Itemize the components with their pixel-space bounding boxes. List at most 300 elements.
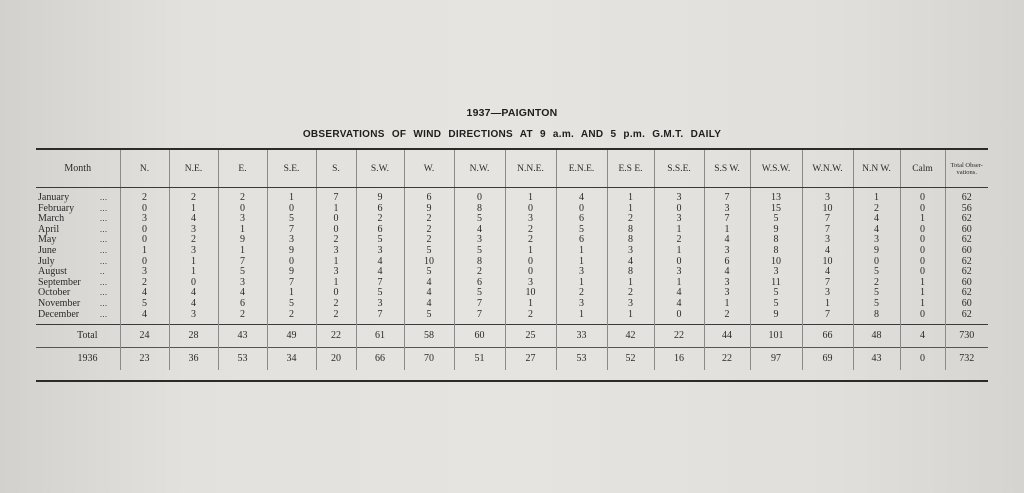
- table-cell: 58: [404, 325, 454, 348]
- month-label: April: [38, 223, 60, 235]
- table-cell: 1: [654, 278, 704, 289]
- table-cell: 1: [654, 225, 704, 236]
- column-header: N.E.: [169, 150, 218, 188]
- column-header: N.: [120, 150, 169, 188]
- table-cell: 5: [356, 288, 404, 299]
- table-cell: 4: [704, 267, 750, 278]
- month-label: November: [38, 297, 81, 309]
- wind-directions-table: [36, 150, 988, 370]
- table-cell: 2: [169, 188, 218, 204]
- leader-dots: ...: [100, 277, 108, 287]
- table-cell: 0: [267, 204, 316, 215]
- table-cell: 1: [556, 278, 607, 289]
- table-cell: 0: [900, 348, 945, 371]
- table-cell: 2: [505, 225, 556, 236]
- table-cell: 1: [169, 257, 218, 268]
- table-cell: 4: [654, 288, 704, 299]
- table-cell: 6: [556, 235, 607, 246]
- table-cell: 69: [802, 348, 853, 371]
- table-cell: 101: [750, 325, 802, 348]
- table-row: [36, 267, 988, 278]
- table-cell: 3: [556, 299, 607, 310]
- table-cell: 60: [945, 225, 988, 236]
- column-header: Month: [36, 150, 120, 188]
- month-label: September: [38, 276, 81, 288]
- table-cell: 10: [802, 257, 853, 268]
- table-cell: 730: [945, 325, 988, 348]
- column-header: E.S E.: [607, 150, 654, 188]
- month-label: May: [38, 234, 57, 246]
- table-cell: 48: [853, 325, 900, 348]
- table-cell: 4: [853, 214, 900, 225]
- table-cell: 2: [404, 225, 454, 236]
- table-cell: 5: [454, 214, 505, 225]
- table-cell: 9: [750, 225, 802, 236]
- table-cell: 7: [316, 188, 356, 204]
- month-label: October: [38, 287, 71, 299]
- table-row: [36, 299, 988, 310]
- table-cell: 3: [654, 188, 704, 204]
- table-cell: 5: [750, 299, 802, 310]
- table-cell: 7: [802, 278, 853, 289]
- table-cell: 3: [704, 278, 750, 289]
- table-cell: 2: [704, 310, 750, 325]
- month-rows: [36, 188, 988, 325]
- leader-dots: ...: [100, 193, 108, 202]
- table-cell: 60: [945, 246, 988, 257]
- column-header: W.S.W.: [750, 150, 802, 188]
- table-cell: 5: [853, 299, 900, 310]
- table-cell: 15: [750, 204, 802, 215]
- table-cell: 1: [218, 225, 267, 236]
- table-cell: 8: [853, 310, 900, 325]
- table-cell: 1: [853, 188, 900, 204]
- table-cell: 13: [750, 188, 802, 204]
- table-cell: 7: [454, 299, 505, 310]
- table-cell: 9: [267, 267, 316, 278]
- table-cell: 5: [556, 225, 607, 236]
- table-row: [36, 214, 988, 225]
- table-cell: 5: [218, 267, 267, 278]
- table-cell: 3: [356, 299, 404, 310]
- table-cell: 60: [945, 278, 988, 289]
- table-cell: 5: [853, 267, 900, 278]
- table-cell: 4: [169, 214, 218, 225]
- table-cell: 4: [404, 299, 454, 310]
- table-cell: 2: [316, 235, 356, 246]
- table-cell: 0: [900, 246, 945, 257]
- table-cell: 4: [120, 310, 169, 325]
- table-cell: 2: [267, 310, 316, 325]
- table-cell: 1: [654, 246, 704, 257]
- table-cell: 0: [654, 257, 704, 268]
- table-cell: 3: [654, 214, 704, 225]
- month-cell: [36, 299, 120, 310]
- table-cell: 5: [404, 267, 454, 278]
- table-cell: 3: [316, 246, 356, 257]
- table-cell: 5: [853, 288, 900, 299]
- table-cell: 5: [267, 299, 316, 310]
- table-cell: 1: [802, 299, 853, 310]
- summary-label: 1936: [36, 348, 120, 371]
- table-cell: 53: [218, 348, 267, 371]
- table-cell: 0: [505, 257, 556, 268]
- table-cell: 3: [607, 299, 654, 310]
- table-cell: 60: [945, 299, 988, 310]
- column-header: N.N W.: [853, 150, 900, 188]
- table-subtitle: OBSERVATIONS OF WIND DIRECTIONS AT 9 a.m. AND 5 p.m. G.M.T. DAILY: [302, 129, 722, 140]
- leader-dots: ...: [100, 235, 108, 245]
- table-cell: 7: [802, 310, 853, 325]
- table-cell: 1: [900, 278, 945, 289]
- table-cell: 43: [218, 325, 267, 348]
- table-cell: 2: [853, 204, 900, 215]
- table-cell: 5: [454, 246, 505, 257]
- table-cell: 10: [750, 257, 802, 268]
- total-rows: [36, 325, 988, 371]
- table-cell: 51: [454, 348, 505, 371]
- table-cell: 62: [945, 235, 988, 246]
- table-cell: 44: [704, 325, 750, 348]
- table-cell: 60: [454, 325, 505, 348]
- table-cell: 2: [169, 235, 218, 246]
- table-cell: 7: [802, 225, 853, 236]
- table-cell: 0: [505, 204, 556, 215]
- table-cell: 5: [750, 288, 802, 299]
- leader-dots: ...: [100, 288, 108, 298]
- month-cell: [36, 246, 120, 257]
- table-cell: 0: [900, 188, 945, 204]
- table-cell: 3: [454, 235, 505, 246]
- bottom-rule: [36, 380, 988, 382]
- table-cell: 3: [654, 267, 704, 278]
- table-cell: 0: [218, 204, 267, 215]
- table-cell: 62: [945, 188, 988, 204]
- table-cell: 0: [267, 257, 316, 268]
- table-cell: 9: [750, 310, 802, 325]
- month-label: June: [38, 244, 57, 256]
- leader-dots: ...: [100, 309, 108, 319]
- table-cell: 0: [900, 204, 945, 215]
- column-header: E.: [218, 150, 267, 188]
- table-cell: 97: [750, 348, 802, 371]
- table-cell: 42: [607, 325, 654, 348]
- table-cell: 3: [169, 310, 218, 325]
- summary-row: [36, 348, 988, 371]
- table-cell: 3: [505, 278, 556, 289]
- table-cell: 56: [945, 204, 988, 215]
- column-header: Total Obser- vations.: [945, 150, 988, 188]
- table-cell: 5: [404, 310, 454, 325]
- table-cell: 1: [607, 204, 654, 215]
- table-cell: 2: [505, 235, 556, 246]
- table-cell: 62: [945, 310, 988, 325]
- column-header: Calm: [900, 150, 945, 188]
- table-cell: 1: [505, 246, 556, 257]
- table-cell: 36: [169, 348, 218, 371]
- table-cell: 5: [454, 288, 505, 299]
- leader-dots: ...: [100, 203, 108, 213]
- table-cell: 10: [505, 288, 556, 299]
- table-cell: 4: [853, 225, 900, 236]
- table-cell: 5: [356, 235, 404, 246]
- table-cell: 20: [316, 348, 356, 371]
- table-cell: 2: [454, 267, 505, 278]
- table-cell: 0: [654, 310, 704, 325]
- table-row: [36, 288, 988, 299]
- month-label: January: [38, 192, 70, 203]
- table-cell: 43: [853, 348, 900, 371]
- table-cell: 1: [900, 288, 945, 299]
- table-cell: 3: [120, 267, 169, 278]
- table-cell: 1: [316, 257, 356, 268]
- table-cell: 6: [556, 214, 607, 225]
- table-cell: 0: [900, 257, 945, 268]
- table-cell: 6: [356, 204, 404, 215]
- table-cell: 9: [267, 246, 316, 257]
- table-cell: 22: [316, 325, 356, 348]
- table-cell: 732: [945, 348, 988, 371]
- table-cell: 62: [945, 267, 988, 278]
- table-cell: 1: [218, 246, 267, 257]
- table-cell: 3: [750, 267, 802, 278]
- table-cell: 0: [900, 310, 945, 325]
- table-cell: 5: [120, 299, 169, 310]
- table-cell: 0: [505, 267, 556, 278]
- table-cell: 6: [404, 188, 454, 204]
- table-cell: 2: [218, 310, 267, 325]
- table-cell: 1: [505, 188, 556, 204]
- column-header: S.W.: [356, 150, 404, 188]
- leader-dots: ...: [100, 256, 108, 266]
- table-cell: 7: [356, 278, 404, 289]
- table-cell: 1: [704, 299, 750, 310]
- table-cell: 0: [120, 235, 169, 246]
- table-cell: 4: [607, 257, 654, 268]
- leader-dots: ..: [100, 267, 105, 277]
- table-cell: 8: [607, 235, 654, 246]
- summary-row: [36, 325, 988, 348]
- table-cell: 4: [802, 267, 853, 278]
- table-row: [36, 235, 988, 246]
- month-label: July: [38, 255, 55, 267]
- table-cell: 3: [218, 214, 267, 225]
- table-cell: 1: [316, 204, 356, 215]
- table-cell: 3: [853, 235, 900, 246]
- table-cell: 4: [218, 288, 267, 299]
- table-cell: 2: [120, 188, 169, 204]
- table-cell: 4: [556, 188, 607, 204]
- table-row: [36, 310, 988, 325]
- table-cell: 7: [802, 214, 853, 225]
- leader-dots: ...: [100, 214, 108, 224]
- table-cell: 0: [316, 214, 356, 225]
- table-cell: 9: [853, 246, 900, 257]
- table-cell: 3: [169, 246, 218, 257]
- column-header: W.N.W.: [802, 150, 853, 188]
- column-header: S.: [316, 150, 356, 188]
- table-cell: 10: [802, 204, 853, 215]
- table-cell: 8: [750, 246, 802, 257]
- column-header: S.S.E.: [654, 150, 704, 188]
- table-cell: 4: [356, 257, 404, 268]
- table-cell: 2: [316, 299, 356, 310]
- table-cell: 7: [218, 257, 267, 268]
- month-label: August: [38, 266, 67, 278]
- table-cell: 2: [607, 214, 654, 225]
- leader-dots: ...: [100, 245, 108, 255]
- table-cell: 9: [356, 188, 404, 204]
- table-cell: 0: [120, 225, 169, 236]
- table-cell: 5: [404, 246, 454, 257]
- table-cell: 28: [169, 325, 218, 348]
- month-cell: [36, 310, 120, 325]
- header-row: [36, 150, 988, 188]
- table-cell: 3: [356, 246, 404, 257]
- table-cell: 0: [900, 235, 945, 246]
- table-cell: 2: [654, 235, 704, 246]
- table-cell: 4: [404, 288, 454, 299]
- table-cell: 9: [218, 235, 267, 246]
- table-cell: 3: [802, 188, 853, 204]
- table-cell: 1: [316, 278, 356, 289]
- column-header: N.W.: [454, 150, 505, 188]
- table-cell: 0: [120, 257, 169, 268]
- table-cell: 3: [316, 267, 356, 278]
- table-cell: 0: [900, 267, 945, 278]
- table-cell: 3: [607, 246, 654, 257]
- column-header: W.: [404, 150, 454, 188]
- table-cell: 34: [267, 348, 316, 371]
- table-cell: 2: [120, 278, 169, 289]
- table-cell: 4: [900, 325, 945, 348]
- table-cell: 5: [267, 214, 316, 225]
- table-cell: 1: [267, 288, 316, 299]
- table-cell: 6: [454, 278, 505, 289]
- leader-dots: ...: [100, 298, 108, 308]
- table-cell: 52: [607, 348, 654, 371]
- table-cell: 2: [356, 214, 404, 225]
- month-cell: [36, 188, 120, 204]
- table-cell: 7: [704, 188, 750, 204]
- table-cell: 66: [356, 348, 404, 371]
- table-cell: 0: [316, 225, 356, 236]
- table-cell: 1: [607, 310, 654, 325]
- table-cell: 1: [556, 310, 607, 325]
- table-cell: 4: [454, 225, 505, 236]
- table-cell: 0: [900, 225, 945, 236]
- table-cell: 4: [169, 288, 218, 299]
- table-cell: 2: [607, 288, 654, 299]
- table-cell: 2: [218, 188, 267, 204]
- table-cell: 3: [556, 267, 607, 278]
- table-cell: 53: [556, 348, 607, 371]
- table-cell: 25: [505, 325, 556, 348]
- table-cell: 1: [607, 278, 654, 289]
- column-header: N.N.E.: [505, 150, 556, 188]
- table-cell: 62: [945, 257, 988, 268]
- table-cell: 1: [505, 299, 556, 310]
- table-cell: 8: [607, 225, 654, 236]
- table-cell: 2: [556, 288, 607, 299]
- table-cell: 24: [120, 325, 169, 348]
- column-header: S.S W.: [704, 150, 750, 188]
- table-cell: 1: [556, 257, 607, 268]
- table-cell: 1: [607, 188, 654, 204]
- table-cell: 7: [356, 310, 404, 325]
- table-cell: 22: [704, 348, 750, 371]
- table-cell: 6: [356, 225, 404, 236]
- table-cell: 62: [945, 214, 988, 225]
- table-cell: 10: [404, 257, 454, 268]
- table-cell: 9: [404, 204, 454, 215]
- column-header: S.E.: [267, 150, 316, 188]
- table-row: [36, 278, 988, 289]
- table-cell: 3: [218, 278, 267, 289]
- table-cell: 6: [704, 257, 750, 268]
- table-cell: 4: [654, 299, 704, 310]
- table-cell: 3: [267, 235, 316, 246]
- table-cell: 3: [120, 214, 169, 225]
- table-cell: 7: [704, 214, 750, 225]
- table-cell: 4: [802, 246, 853, 257]
- table-cell: 4: [356, 267, 404, 278]
- summary-label: Total: [36, 325, 120, 348]
- table-cell: 3: [802, 235, 853, 246]
- table-cell: 0: [169, 278, 218, 289]
- table-cell: 0: [654, 204, 704, 215]
- table-cell: 66: [802, 325, 853, 348]
- table-cell: 70: [404, 348, 454, 371]
- table-cell: 4: [404, 278, 454, 289]
- table-cell: 2: [853, 278, 900, 289]
- table-row: [36, 246, 988, 257]
- table-row: [36, 225, 988, 236]
- table-row: [36, 257, 988, 268]
- table-cell: 62: [945, 288, 988, 299]
- table-cell: 8: [454, 257, 505, 268]
- table-cell: 3: [704, 204, 750, 215]
- table-cell: 4: [704, 235, 750, 246]
- table-cell: 2: [505, 310, 556, 325]
- table-cell: 3: [704, 246, 750, 257]
- table-cell: 3: [169, 225, 218, 236]
- table-cell: 0: [556, 204, 607, 215]
- leader-dots: ...: [100, 224, 108, 234]
- month-label: December: [38, 308, 80, 320]
- table-cell: 8: [607, 267, 654, 278]
- table-cell: 61: [356, 325, 404, 348]
- table-cell: 1: [556, 246, 607, 257]
- table-cell: 0: [454, 188, 505, 204]
- table-cell: 1: [900, 214, 945, 225]
- table-cell: 0: [316, 288, 356, 299]
- month-label: February: [38, 202, 75, 214]
- table-cell: 16: [654, 348, 704, 371]
- table-cell: 7: [267, 278, 316, 289]
- table-row: [36, 204, 988, 215]
- table-cell: 3: [505, 214, 556, 225]
- table-cell: 2: [316, 310, 356, 325]
- table-cell: 7: [454, 310, 505, 325]
- table-cell: 8: [750, 235, 802, 246]
- table-cell: 2: [404, 235, 454, 246]
- table-cell: 2: [404, 214, 454, 225]
- table-cell: 4: [169, 299, 218, 310]
- table-cell: 0: [853, 257, 900, 268]
- table-cell: 3: [704, 288, 750, 299]
- table-cell: 22: [654, 325, 704, 348]
